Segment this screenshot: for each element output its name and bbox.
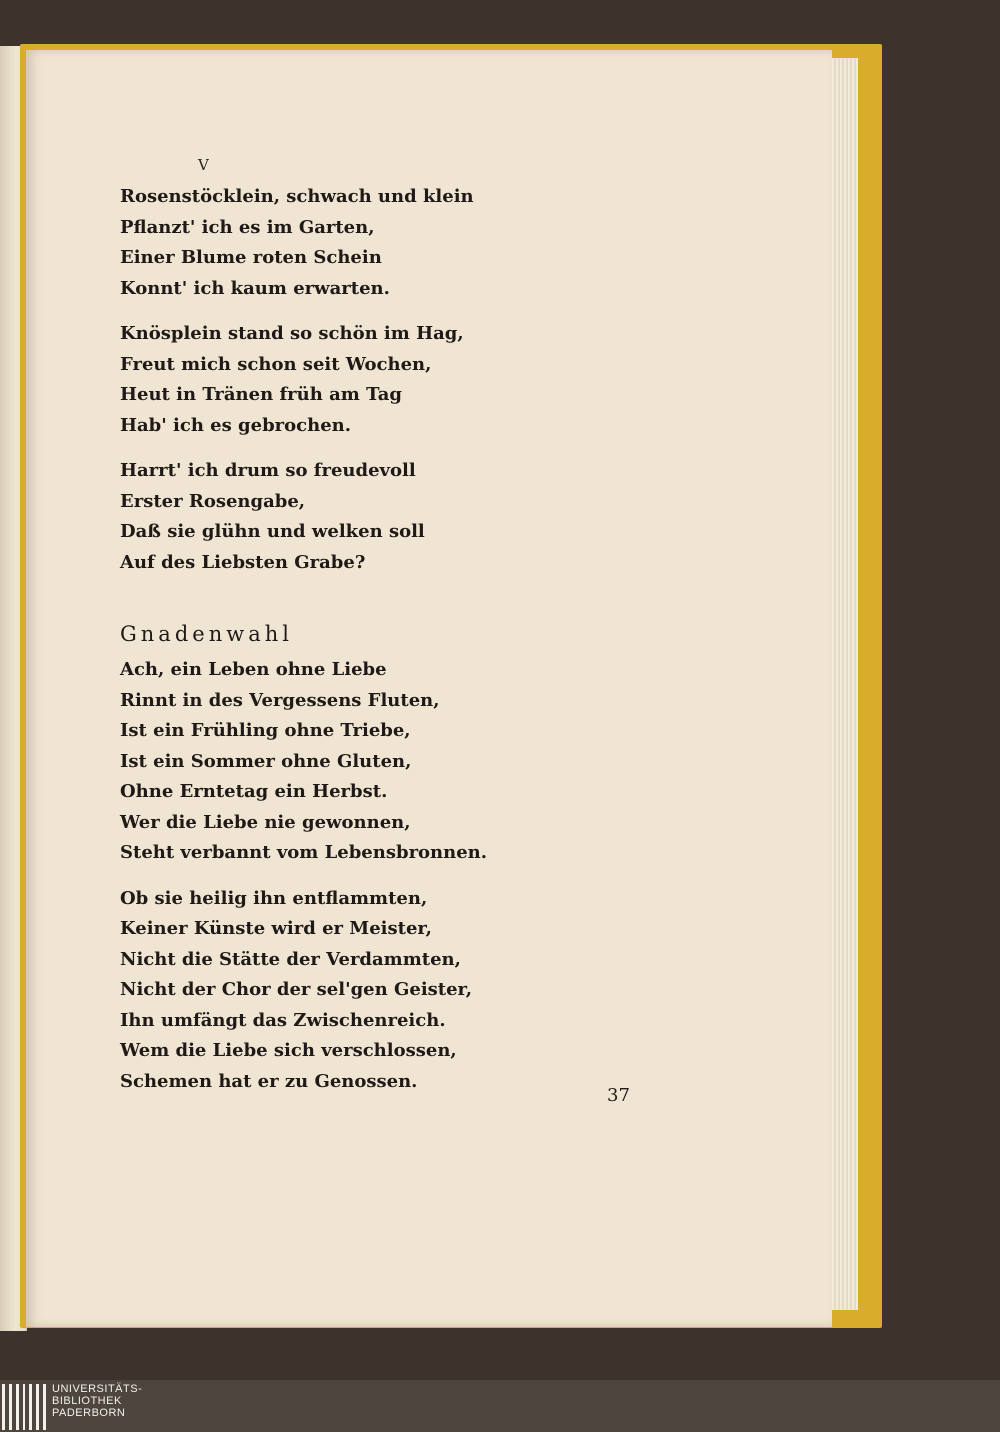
verse-line: Ach, ein Leben ohne Liebe bbox=[120, 659, 387, 680]
verse-line: Rinnt in des Vergessens Fluten, bbox=[120, 689, 440, 711]
stanza bbox=[120, 182, 474, 304]
verse-line: Keiner Künste wird er Meister, bbox=[120, 918, 432, 939]
poem-title: Gnadenwahl bbox=[120, 622, 293, 646]
stanza bbox=[120, 655, 487, 869]
verse-line: Einer Blume roten Schein bbox=[120, 247, 382, 268]
verse-line: Knösplein stand so schön im Hag, bbox=[120, 323, 464, 344]
footer-bar bbox=[0, 1380, 1000, 1432]
verse-line: Schemen hat er zu Genossen. bbox=[120, 1070, 418, 1092]
institution-name bbox=[52, 1383, 142, 1419]
verse-line: Ob sie heilig ihn entflammten, bbox=[120, 887, 428, 909]
stanza bbox=[120, 456, 474, 578]
verse-line: Ihn umfängt das Zwischenreich. bbox=[120, 1009, 446, 1031]
verse-line: Freut mich schon seit Wochen, bbox=[120, 353, 432, 375]
verse-line: Ohne Erntetag ein Herbst. bbox=[120, 781, 388, 802]
section-number: V bbox=[198, 156, 209, 174]
verse-line: Wem die Liebe sich verschlossen, bbox=[120, 1040, 457, 1061]
verse-line: Nicht der Chor der sel'gen Geister, bbox=[120, 979, 472, 1000]
institution-line: UNIVERSITÄTS- bbox=[52, 1383, 143, 1395]
poem-rosenstoecklein bbox=[120, 182, 474, 593]
page-number: 37 bbox=[607, 1085, 630, 1106]
verse-line: Nicht die Stätte der Verdammten, bbox=[120, 948, 461, 970]
institution-line: PADERBORN bbox=[52, 1407, 126, 1419]
library-logo-icon bbox=[2, 1384, 46, 1430]
verse-line: Hab' ich es gebrochen. bbox=[120, 414, 352, 436]
stanza bbox=[120, 319, 474, 441]
institution-line: BIBLIOTHEK bbox=[52, 1395, 122, 1407]
verse-line: Auf des Liebsten Grabe? bbox=[120, 551, 366, 573]
verse-line: Ist ein Frühling ohne Triebe, bbox=[120, 720, 411, 741]
verse-line: Ist ein Sommer ohne Gluten, bbox=[120, 750, 412, 772]
poem-gnadenwahl bbox=[120, 655, 487, 1112]
verse-line: Erster Rosengabe, bbox=[120, 490, 306, 512]
verse-line: Harrt' ich drum so freudevoll bbox=[120, 460, 416, 481]
verse-line: Heut in Tränen früh am Tag bbox=[120, 384, 403, 405]
verse-line: Pflanzt' ich es im Garten, bbox=[120, 216, 375, 238]
verse-line: Wer die Liebe nie gewonnen, bbox=[120, 811, 411, 833]
verse-line: Daß sie glühn und welken soll bbox=[120, 521, 425, 542]
stanza bbox=[120, 884, 487, 1098]
verse-line: Steht verbannt vom Lebensbronnen. bbox=[120, 842, 488, 863]
verse-line: Konnt' ich kaum erwarten. bbox=[120, 277, 390, 299]
verse-line: Rosenstöcklein, schwach und klein bbox=[120, 186, 474, 207]
